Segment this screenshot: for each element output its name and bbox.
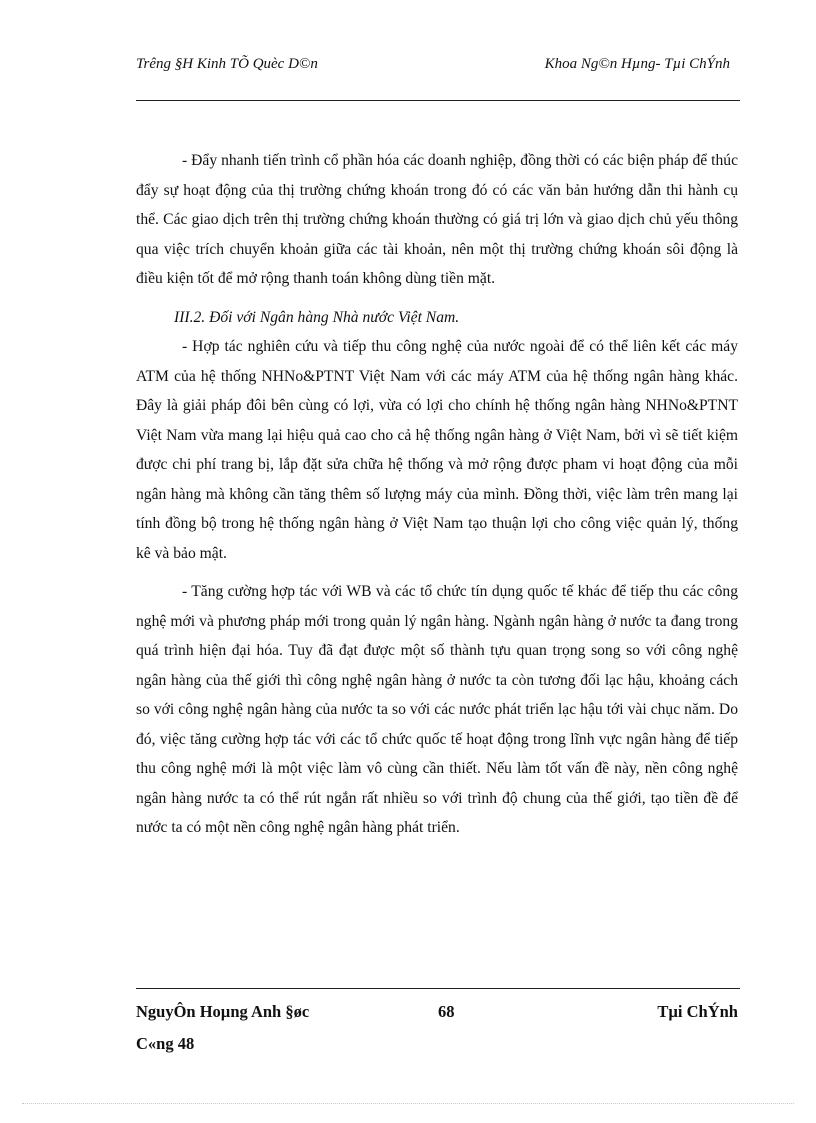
header-rule	[136, 100, 740, 101]
paragraph-atm-cooperation: - Hợp tác nghiên cứu và tiếp thu công nghệ của nước ngoài để có thể liên kết các máy ATM của hệ thống NHNo&PTNT Việt Nam với các máy ATM của hệ thống ngân hàng khác. Đây là giải pháp đôi bên cùng có lợi, vừa có lợi cho chính hệ thống ngân hàng NHNo&PTNT Việt Nam vừa mang lại hiệu quả cao cho cả hệ thống ngân hàng ở Việt Nam, bởi vì sẽ tiết kiệm được chi phí trang bị, lắp đặt sửa chữa hệ thống và mở rộng được pham vi hoạt động của mỗi ngân hàng mà không cần tăng thêm số lượng máy của mình. Đồng thời, việc làm trên mang lại tính đồng bộ trong hệ thống ngân hàng ở Việt Nam tạo thuận lợi cho công việc quản lý, thống kê và bảo mật.	[136, 338, 738, 562]
page-number: 68	[438, 1002, 455, 1021]
header-university: Trêng §H Kinh TÕ Quèc D©n	[136, 56, 318, 72]
section-heading: III.2. Đối với Ngân hàng Nhà nước Việt Nam.	[174, 308, 460, 326]
footer-course: C«ng 48	[136, 1034, 195, 1053]
paragraph-stock-market: - Đẩy nhanh tiến trình cổ phần hóa các doanh nghiệp, đồng thời có các biện pháp để thúc đẩy sự hoạt động của thị trường chứng khoán trong đó có các văn bản hướng dẫn thi hành cụ thể. Các giao dịch trên thị trường chứng khoán thường có giá trị lớn và giao dịch chủ yếu thông qua việc trích chuyển khoản giữa các tài khoản, nên một thị trường chứng khoán sôi động là điều kiện tốt để mở rộng thanh toán không dùng tiền mặt.	[136, 152, 738, 287]
page-body	[136, 146, 738, 843]
paragraph-international-cooperation: - Tăng cường hợp tác với WB và các tổ chức tín dụng quốc tế khác để tiếp thu các công nghệ mới và phương pháp mới trong quản lý ngân hàng. Ngành ngân hàng ở nước ta đang trong quá trình hiện đại hóa. Tuy đã đạt được một số thành tựu quan trọng song so với công nghệ ngân hàng của thế giới thì công nghệ ngân hàng ở nước ta còn tương đối lạc hậu, khoảng cách so với công nghệ ngân hàng của nước ta so với các nước phát triển lạc hậu tới vài chục năm. Do đó, việc tăng cường hợp tác với các tổ chức quốc tế hoạt động trong lĩnh vực ngân hàng để tiếp thu công nghệ mới là một việc làm vô cùng cần thiết. Nếu làm tốt vấn đề này, nền công nghệ ngân hàng nước ta có thể rút ngắn rất nhiều so với trình độ chung của thế giới, tạo tiền đề để nước ta có một nền công nghệ ngân hàng phát triển.	[136, 583, 738, 836]
page-header	[136, 56, 740, 80]
page-edge-divider	[22, 1103, 794, 1104]
footer-rule	[136, 988, 740, 989]
header-faculty: Khoa Ng©n Hµng- Tµi ChÝnh	[544, 56, 730, 72]
footer-department: Tµi ChÝnh	[657, 1002, 738, 1021]
footer-author: NguyÔn Hoµng Anh §øc	[136, 1002, 310, 1021]
